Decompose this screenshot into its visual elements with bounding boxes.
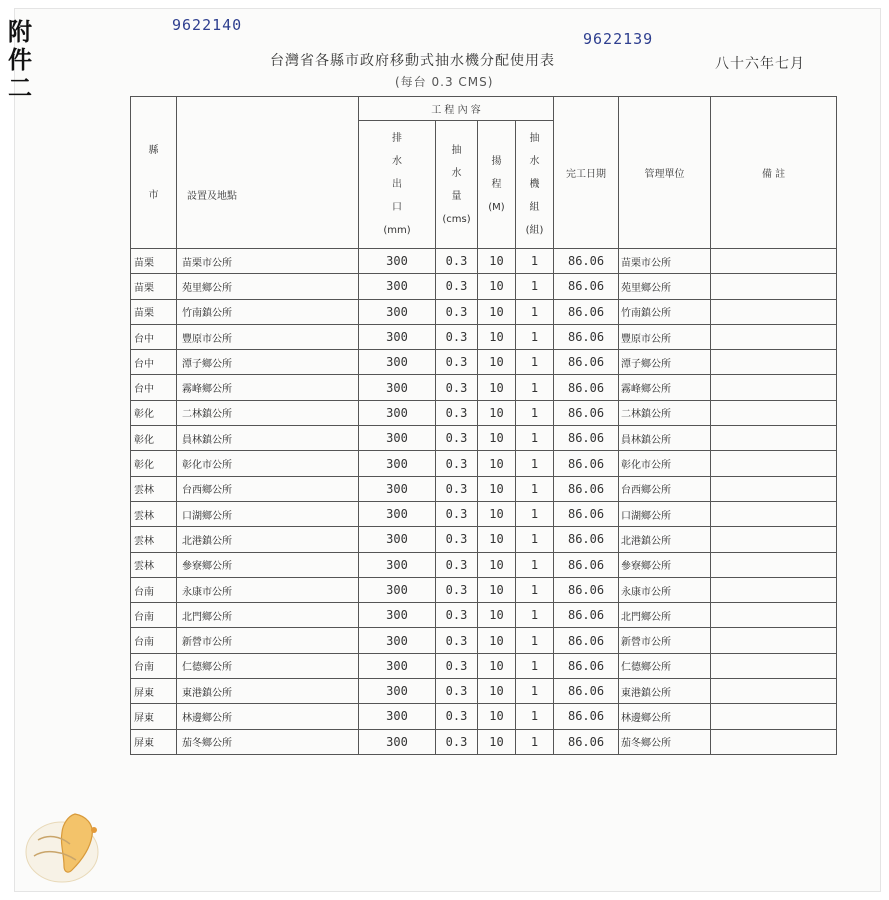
cell-completion-date: 86.06 bbox=[554, 350, 619, 375]
header-flow bbox=[436, 121, 478, 249]
cell-management-unit: 北門鄉公所 bbox=[619, 603, 711, 628]
cell-lift: 10 bbox=[478, 527, 516, 552]
cell-management-unit: 苑里鄉公所 bbox=[619, 274, 711, 299]
header-completion: 完工日期 bbox=[554, 97, 619, 249]
cell-outlet: 300 bbox=[359, 324, 436, 349]
cell-lift: 10 bbox=[478, 249, 516, 274]
cell-units: 1 bbox=[516, 476, 554, 501]
cell-units: 1 bbox=[516, 451, 554, 476]
cell-flow: 0.3 bbox=[436, 729, 478, 754]
cell-flow: 0.3 bbox=[436, 527, 478, 552]
cell-flow: 0.3 bbox=[436, 577, 478, 602]
header-lift-char: 程 bbox=[491, 179, 502, 190]
cell-outlet: 300 bbox=[359, 299, 436, 324]
cell-management-unit: 林邊鄉公所 bbox=[619, 704, 711, 729]
header-flow-char: 量 bbox=[451, 190, 462, 202]
cell-completion-date: 86.06 bbox=[554, 476, 619, 501]
cell-county: 雲林 bbox=[131, 552, 177, 577]
cell-lift: 10 bbox=[478, 603, 516, 628]
cell-location: 二林鎮公所 bbox=[177, 400, 359, 425]
attachment-label-char: 附 bbox=[8, 18, 32, 46]
cell-lift: 10 bbox=[478, 375, 516, 400]
cell-completion-date: 86.06 bbox=[554, 653, 619, 678]
cell-remarks bbox=[711, 628, 837, 653]
cell-county: 台南 bbox=[131, 577, 177, 602]
cell-management-unit: 竹南鎮公所 bbox=[619, 299, 711, 324]
table-row bbox=[131, 628, 837, 653]
cell-lift: 10 bbox=[478, 501, 516, 526]
header-outlet-char: 出 bbox=[392, 179, 402, 190]
cell-outlet: 300 bbox=[359, 577, 436, 602]
cell-county: 台南 bbox=[131, 603, 177, 628]
cell-lift: 10 bbox=[478, 552, 516, 577]
cell-outlet: 300 bbox=[359, 426, 436, 451]
attachment-label-char: 二 bbox=[8, 74, 32, 102]
cell-county: 彰化 bbox=[131, 451, 177, 476]
cell-location: 仁德鄉公所 bbox=[177, 653, 359, 678]
header-outlet-char: 排 bbox=[392, 133, 402, 144]
cell-management-unit: 苗栗市公所 bbox=[619, 249, 711, 274]
table-row bbox=[131, 375, 837, 400]
header-management: 管理單位 bbox=[619, 97, 711, 249]
cell-management-unit: 永康市公所 bbox=[619, 577, 711, 602]
header-flow-char: 抽 bbox=[451, 144, 462, 156]
cell-units: 1 bbox=[516, 577, 554, 602]
cell-remarks bbox=[711, 400, 837, 425]
header-units bbox=[516, 121, 554, 249]
header-outlet-unit: (mm) bbox=[383, 225, 411, 236]
cell-completion-date: 86.06 bbox=[554, 400, 619, 425]
header-lift-char: 揚 bbox=[491, 156, 502, 167]
cell-location: 新營市公所 bbox=[177, 628, 359, 653]
table-row bbox=[131, 577, 837, 602]
cell-units: 1 bbox=[516, 552, 554, 577]
cell-management-unit: 台西鄉公所 bbox=[619, 476, 711, 501]
cell-flow: 0.3 bbox=[436, 501, 478, 526]
header-units-char: 抽 bbox=[529, 133, 540, 144]
cell-outlet: 300 bbox=[359, 704, 436, 729]
cell-location: 參寮鄉公所 bbox=[177, 552, 359, 577]
cell-lift: 10 bbox=[478, 274, 516, 299]
cell-completion-date: 86.06 bbox=[554, 501, 619, 526]
page-title: 台灣省各縣市政府移動式抽水機分配使用表 bbox=[270, 53, 555, 69]
table-row bbox=[131, 299, 837, 324]
header-units-char: 水 bbox=[529, 156, 540, 167]
cell-management-unit: 霧峰鄉公所 bbox=[619, 375, 711, 400]
cell-remarks bbox=[711, 375, 837, 400]
cell-outlet: 300 bbox=[359, 603, 436, 628]
cell-remarks bbox=[711, 299, 837, 324]
cell-flow: 0.3 bbox=[436, 653, 478, 678]
cell-county: 台南 bbox=[131, 628, 177, 653]
cell-flow: 0.3 bbox=[436, 274, 478, 299]
cell-remarks bbox=[711, 527, 837, 552]
cell-lift: 10 bbox=[478, 350, 516, 375]
page-subtitle: (每台 0.3 CMS) bbox=[395, 75, 494, 89]
cell-completion-date: 86.06 bbox=[554, 249, 619, 274]
header-flow-char: 水 bbox=[451, 167, 462, 179]
cell-location: 霧峰鄉公所 bbox=[177, 375, 359, 400]
table-row bbox=[131, 476, 837, 501]
cell-completion-date: 86.06 bbox=[554, 603, 619, 628]
table-body bbox=[131, 249, 837, 755]
cell-location: 竹南鎮公所 bbox=[177, 299, 359, 324]
cell-county: 苗栗 bbox=[131, 274, 177, 299]
cell-management-unit: 參寮鄉公所 bbox=[619, 552, 711, 577]
cell-outlet: 300 bbox=[359, 375, 436, 400]
attachment-label-char: 件 bbox=[8, 46, 32, 74]
cell-completion-date: 86.06 bbox=[554, 577, 619, 602]
cell-management-unit: 仁德鄉公所 bbox=[619, 653, 711, 678]
cell-remarks bbox=[711, 577, 837, 602]
cell-management-unit: 口湖鄉公所 bbox=[619, 501, 711, 526]
cell-units: 1 bbox=[516, 350, 554, 375]
cell-units: 1 bbox=[516, 426, 554, 451]
cell-remarks bbox=[711, 603, 837, 628]
document-date: 八十六年七月 bbox=[715, 56, 805, 72]
cell-flow: 0.3 bbox=[436, 451, 478, 476]
cell-outlet: 300 bbox=[359, 400, 436, 425]
cell-county: 彰化 bbox=[131, 426, 177, 451]
cell-units: 1 bbox=[516, 375, 554, 400]
table-row bbox=[131, 653, 837, 678]
cell-units: 1 bbox=[516, 299, 554, 324]
table-row bbox=[131, 729, 837, 754]
table-row bbox=[131, 552, 837, 577]
cell-remarks bbox=[711, 552, 837, 577]
cell-completion-date: 86.06 bbox=[554, 299, 619, 324]
cell-lift: 10 bbox=[478, 653, 516, 678]
cell-location: 豐原市公所 bbox=[177, 324, 359, 349]
cell-remarks bbox=[711, 274, 837, 299]
cell-units: 1 bbox=[516, 400, 554, 425]
cell-completion-date: 86.06 bbox=[554, 324, 619, 349]
cell-completion-date: 86.06 bbox=[554, 704, 619, 729]
cell-outlet: 300 bbox=[359, 729, 436, 754]
cell-location: 口湖鄉公所 bbox=[177, 501, 359, 526]
cell-units: 1 bbox=[516, 704, 554, 729]
cell-location: 彰化市公所 bbox=[177, 451, 359, 476]
cell-location: 苑里鄉公所 bbox=[177, 274, 359, 299]
cell-lift: 10 bbox=[478, 476, 516, 501]
cell-lift: 10 bbox=[478, 679, 516, 704]
pump-allocation-table bbox=[130, 96, 837, 755]
cell-county: 彰化 bbox=[131, 400, 177, 425]
cell-lift: 10 bbox=[478, 324, 516, 349]
table-row bbox=[131, 704, 837, 729]
cell-flow: 0.3 bbox=[436, 679, 478, 704]
header-remarks: 備 註 bbox=[711, 97, 837, 249]
cell-outlet: 300 bbox=[359, 350, 436, 375]
cell-location: 苗栗市公所 bbox=[177, 249, 359, 274]
cell-completion-date: 86.06 bbox=[554, 451, 619, 476]
cell-remarks bbox=[711, 704, 837, 729]
table-row bbox=[131, 249, 837, 274]
cell-county: 雲林 bbox=[131, 501, 177, 526]
cell-completion-date: 86.06 bbox=[554, 274, 619, 299]
cell-units: 1 bbox=[516, 249, 554, 274]
cell-county: 屏東 bbox=[131, 679, 177, 704]
cell-location: 台西鄉公所 bbox=[177, 476, 359, 501]
header-units-char: 機 bbox=[529, 179, 540, 190]
cell-lift: 10 bbox=[478, 400, 516, 425]
taiwan-logo-icon bbox=[20, 800, 120, 885]
cell-remarks bbox=[711, 501, 837, 526]
document-number-stamp: 9622139 bbox=[583, 30, 654, 48]
cell-units: 1 bbox=[516, 603, 554, 628]
cell-units: 1 bbox=[516, 324, 554, 349]
cell-management-unit: 員林鎮公所 bbox=[619, 426, 711, 451]
cell-lift: 10 bbox=[478, 628, 516, 653]
cell-units: 1 bbox=[516, 628, 554, 653]
header-county-char: 縣 bbox=[148, 144, 159, 156]
cell-units: 1 bbox=[516, 729, 554, 754]
cell-outlet: 300 bbox=[359, 249, 436, 274]
table-row bbox=[131, 527, 837, 552]
cell-outlet: 300 bbox=[359, 628, 436, 653]
cell-outlet: 300 bbox=[359, 476, 436, 501]
cell-management-unit: 潭子鄉公所 bbox=[619, 350, 711, 375]
cell-outlet: 300 bbox=[359, 679, 436, 704]
cell-location: 林邊鄉公所 bbox=[177, 704, 359, 729]
cell-county: 雲林 bbox=[131, 476, 177, 501]
table-row bbox=[131, 274, 837, 299]
cell-flow: 0.3 bbox=[436, 628, 478, 653]
cell-management-unit: 豐原市公所 bbox=[619, 324, 711, 349]
cell-remarks bbox=[711, 426, 837, 451]
cell-management-unit: 茄冬鄉公所 bbox=[619, 729, 711, 754]
cell-management-unit: 新營市公所 bbox=[619, 628, 711, 653]
cell-county: 雲林 bbox=[131, 527, 177, 552]
cell-county: 台中 bbox=[131, 375, 177, 400]
table-row bbox=[131, 426, 837, 451]
cell-units: 1 bbox=[516, 679, 554, 704]
cell-location: 北門鄉公所 bbox=[177, 603, 359, 628]
cell-flow: 0.3 bbox=[436, 299, 478, 324]
header-location-label: 設置及地點 bbox=[187, 191, 237, 202]
cell-completion-date: 86.06 bbox=[554, 375, 619, 400]
cell-completion-date: 86.06 bbox=[554, 552, 619, 577]
cell-remarks bbox=[711, 451, 837, 476]
cell-flow: 0.3 bbox=[436, 552, 478, 577]
cell-county: 屏東 bbox=[131, 729, 177, 754]
cell-units: 1 bbox=[516, 653, 554, 678]
cell-county: 台中 bbox=[131, 350, 177, 375]
cell-completion-date: 86.06 bbox=[554, 527, 619, 552]
cell-lift: 10 bbox=[478, 426, 516, 451]
cell-completion-date: 86.06 bbox=[554, 729, 619, 754]
header-location bbox=[177, 97, 359, 249]
cell-county: 屏東 bbox=[131, 704, 177, 729]
cell-management-unit: 北港鎮公所 bbox=[619, 527, 711, 552]
cell-location: 東港鎮公所 bbox=[177, 679, 359, 704]
cell-outlet: 300 bbox=[359, 527, 436, 552]
header-lift bbox=[478, 121, 516, 249]
table-row bbox=[131, 400, 837, 425]
cell-outlet: 300 bbox=[359, 451, 436, 476]
cell-location: 北港鎮公所 bbox=[177, 527, 359, 552]
cell-completion-date: 86.06 bbox=[554, 628, 619, 653]
table-row bbox=[131, 679, 837, 704]
header-outlet-char: 口 bbox=[392, 202, 402, 213]
cell-location: 員林鎮公所 bbox=[177, 426, 359, 451]
cell-county: 苗栗 bbox=[131, 249, 177, 274]
cell-units: 1 bbox=[516, 274, 554, 299]
cell-lift: 10 bbox=[478, 451, 516, 476]
cell-remarks bbox=[711, 729, 837, 754]
cell-units: 1 bbox=[516, 527, 554, 552]
cell-flow: 0.3 bbox=[436, 426, 478, 451]
cell-flow: 0.3 bbox=[436, 350, 478, 375]
cell-lift: 10 bbox=[478, 299, 516, 324]
cell-flow: 0.3 bbox=[436, 249, 478, 274]
cell-flow: 0.3 bbox=[436, 704, 478, 729]
header-county bbox=[131, 97, 177, 249]
cell-units: 1 bbox=[516, 501, 554, 526]
cell-outlet: 300 bbox=[359, 653, 436, 678]
cell-county: 台中 bbox=[131, 324, 177, 349]
table-row bbox=[131, 350, 837, 375]
header-outlet bbox=[359, 121, 436, 249]
header-units-unit: (組) bbox=[525, 225, 544, 236]
cell-management-unit: 二林鎮公所 bbox=[619, 400, 711, 425]
cell-flow: 0.3 bbox=[436, 324, 478, 349]
cell-remarks bbox=[711, 324, 837, 349]
cell-management-unit: 東港鎮公所 bbox=[619, 679, 711, 704]
cell-remarks bbox=[711, 476, 837, 501]
cell-flow: 0.3 bbox=[436, 603, 478, 628]
document-number-stamp: 9622140 bbox=[172, 16, 243, 34]
table-row bbox=[131, 501, 837, 526]
cell-flow: 0.3 bbox=[436, 400, 478, 425]
cell-remarks bbox=[711, 350, 837, 375]
header-lift-unit: (M) bbox=[488, 202, 505, 213]
cell-flow: 0.3 bbox=[436, 476, 478, 501]
header-units-char: 組 bbox=[529, 202, 540, 213]
cell-outlet: 300 bbox=[359, 552, 436, 577]
cell-county: 台南 bbox=[131, 653, 177, 678]
header-county-char: 市 bbox=[148, 189, 159, 201]
cell-remarks bbox=[711, 679, 837, 704]
table-row bbox=[131, 324, 837, 349]
cell-flow: 0.3 bbox=[436, 375, 478, 400]
cell-location: 茄冬鄉公所 bbox=[177, 729, 359, 754]
cell-county: 苗栗 bbox=[131, 299, 177, 324]
cell-remarks bbox=[711, 653, 837, 678]
header-flow-unit: (cms) bbox=[442, 213, 471, 225]
cell-lift: 10 bbox=[478, 729, 516, 754]
cell-location: 潭子鄉公所 bbox=[177, 350, 359, 375]
cell-completion-date: 86.06 bbox=[554, 679, 619, 704]
cell-completion-date: 86.06 bbox=[554, 426, 619, 451]
header-outlet-char: 水 bbox=[392, 156, 402, 167]
table-row bbox=[131, 451, 837, 476]
header-works-group: 工 程 內 容 bbox=[359, 97, 554, 121]
cell-outlet: 300 bbox=[359, 501, 436, 526]
cell-location: 永康市公所 bbox=[177, 577, 359, 602]
cell-outlet: 300 bbox=[359, 274, 436, 299]
cell-management-unit: 彰化市公所 bbox=[619, 451, 711, 476]
attachment-label bbox=[0, 18, 40, 102]
cell-lift: 10 bbox=[478, 577, 516, 602]
table-row bbox=[131, 603, 837, 628]
cell-lift: 10 bbox=[478, 704, 516, 729]
cell-remarks bbox=[711, 249, 837, 274]
